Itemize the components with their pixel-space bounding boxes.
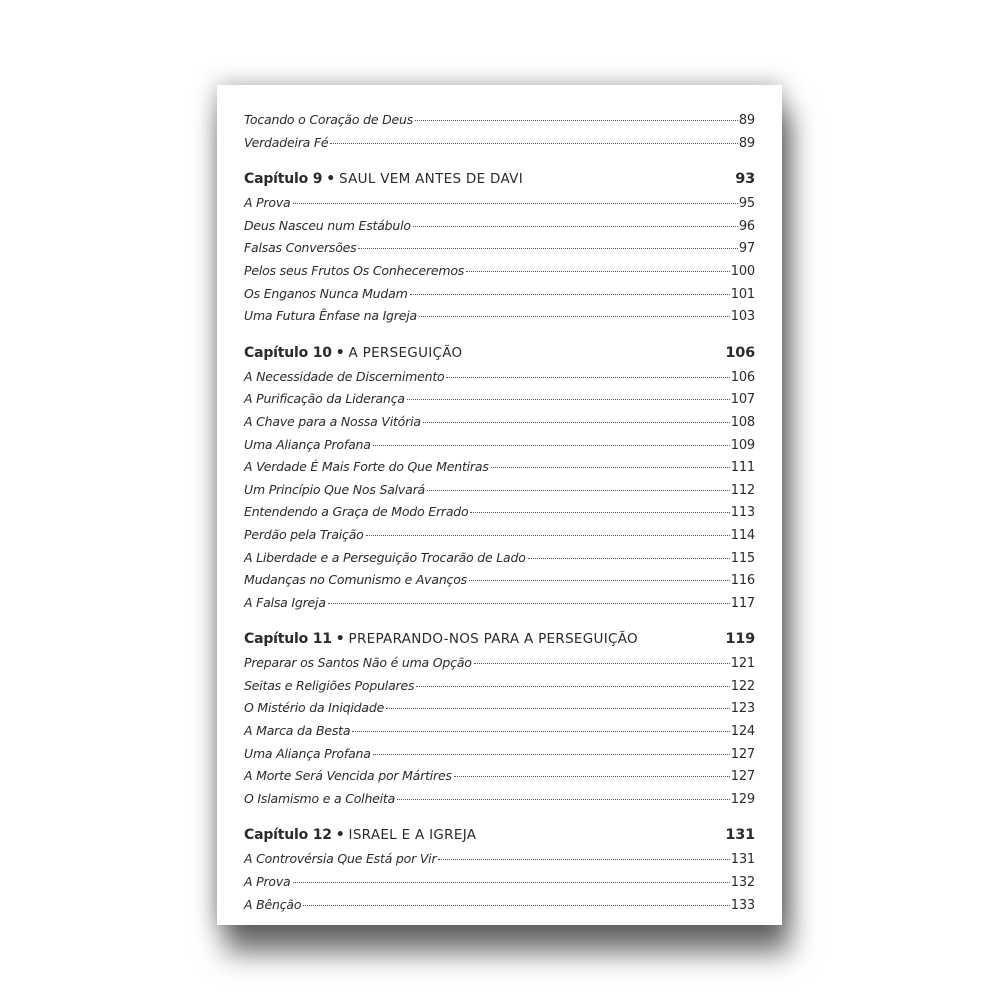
chapter-heading-text [244,827,476,843]
dot-leader [446,377,729,378]
entry-page: 117 [730,595,755,611]
dot-leader [293,882,730,883]
toc-entry [244,504,755,527]
dot-leader [419,316,730,317]
intro-section [244,112,755,157]
entry-title: Os Enganos Nunca Mudam [244,285,408,301]
entry-page: 129 [730,791,755,807]
toc-entry [244,240,755,263]
dot-leader [410,294,730,295]
entry-title: O Islamismo e a Colheita [244,790,396,806]
book-page [217,85,782,925]
toc-entry [244,369,755,392]
dot-leader [366,535,730,536]
entry-title: Tocando o Coração de Deus [244,112,414,127]
bullet-icon: • [335,827,345,844]
toc-entry [244,595,755,618]
chapter-heading-text [244,171,523,187]
entry-title: Um Princípio Que Nos Salvará [244,481,425,497]
chapter-label: Capítulo 12 [244,827,332,844]
toc-entry [244,391,755,414]
entry-title: A Liberdade e a Perseguição Trocarão de Lado [244,549,526,565]
dot-leader [427,490,730,491]
chapter-label: Capítulo 9 [244,171,323,188]
entry-page: 111 [730,460,755,476]
dot-leader [328,603,730,604]
entry-title: A Controvérsia Que Está por Vir [244,851,437,867]
chapter-heading [244,345,755,369]
toc-entry [244,459,755,482]
toc-entry [244,723,755,746]
toc-entry [244,437,755,460]
entry-page: 131 [730,852,755,868]
dot-leader [415,120,738,121]
entry-title: A Morte Será Vencida por Mártires [244,768,452,784]
entry-title: Perdão pela Traição [244,526,364,542]
entry-page: 89 [738,113,755,128]
dot-leader [358,248,737,249]
chapter-page: 119 [725,631,755,648]
chapter-page: 106 [725,344,755,361]
toc-entry [244,851,755,874]
dot-leader [373,754,730,755]
entry-page: 132 [730,875,755,891]
toc-entry [244,746,755,769]
entry-title: Uma Futura Ênfase na Igreja [244,308,417,324]
chapter-heading [244,827,755,851]
entry-title: A Necessidade de Discernimento [244,368,445,384]
entry-page: 113 [730,505,755,521]
entry-title: A Falsa Igreja [244,594,326,610]
entry-title: A Verdade É Mais Forte do Que Mentiras [244,459,489,475]
toc-entry [244,135,755,158]
toc-entry [244,897,755,920]
dot-leader [373,445,730,446]
entry-page: 96 [738,218,755,234]
chapter-title: PREPARANDO-NOS PARA A PERSEGUIÇÃO [348,631,638,648]
entry-page: 89 [738,135,755,151]
toc-entry [244,768,755,791]
entry-page: 101 [730,286,755,302]
entry-page: 109 [730,437,755,453]
entry-page: 114 [730,527,755,543]
toc-entry [244,414,755,437]
entry-page: 123 [730,701,755,717]
chapter-page: 131 [725,827,755,844]
dot-leader [491,467,730,468]
entry-title: Uma Aliança Profana [244,745,371,761]
toc-entry [244,112,755,135]
dot-leader [466,271,730,272]
entry-title: A Purificação da Liderança [244,391,405,407]
entry-page: 122 [730,678,755,694]
toc-entry [244,678,755,701]
entry-title: Mudanças no Comunismo e Avanços [244,572,467,588]
toc-entry [244,527,755,550]
bullet-icon: • [326,171,335,188]
toc-entry [244,874,755,897]
toc-entry [244,700,755,723]
entry-page: 124 [730,724,755,740]
chapter-9 [244,171,755,331]
entry-page: 116 [730,573,755,589]
entry-title: Pelos seus Frutos Os Conheceremos [244,262,465,278]
chapter-title: SAUL VEM ANTES DE DAVI [338,171,523,188]
dot-leader [407,399,730,400]
entry-page: 103 [730,309,755,325]
dot-leader [528,558,730,559]
bullet-icon: • [335,344,345,361]
dot-leader [470,512,729,513]
toc-entry [244,550,755,573]
chapter-heading-text [244,631,638,647]
entry-title: A Prova [244,874,291,890]
dot-leader [330,143,737,144]
bullet-icon: • [335,631,345,648]
entry-title: Uma Aliança Profana [244,436,371,452]
dot-leader [386,708,730,709]
entry-title: A Chave para a Nossa Vitória [244,413,421,429]
entry-title: Deus Nasceu num Estábulo [244,217,411,233]
dot-leader [469,580,730,581]
entry-page: 115 [730,550,755,566]
chapter-label: Capítulo 11 [244,631,332,648]
entry-page: 108 [730,414,755,430]
entry-page: 112 [730,482,755,498]
dot-leader [423,422,730,423]
entry-page: 127 [730,746,755,762]
entry-title: Seitas e Religiões Populares [244,677,415,693]
chapter-10 [244,345,755,618]
toc-entry [244,791,755,814]
chapter-heading [244,631,755,655]
entry-title: Entendendo a Graça de Modo Errado [244,504,469,520]
toc-entry [244,572,755,595]
dot-leader [474,663,730,664]
dot-leader [416,686,730,687]
toc-entry [244,286,755,309]
toc-entry [244,308,755,331]
toc-entry [244,218,755,241]
entry-title: Verdadeira Fé [244,134,329,150]
dot-leader [413,226,738,227]
entry-page: 97 [738,241,755,257]
entry-page: 106 [730,369,755,385]
entry-page: 121 [730,656,755,672]
toc-entry [244,482,755,505]
entry-page: 100 [730,263,755,279]
toc-entry [244,195,755,218]
entry-page: 95 [738,196,755,212]
chapter-title: A PERSEGUIÇÃO [348,344,463,361]
chapter-heading-text [244,345,462,361]
table-of-contents [244,112,755,919]
dot-leader [454,776,730,777]
dot-leader [303,905,729,906]
chapter-page: 93 [735,171,755,188]
entry-title: A Prova [244,195,291,211]
chapter-12 [244,827,755,919]
entry-title: A Bênção [244,896,302,912]
chapter-label: Capítulo 10 [244,344,332,361]
entry-title: Preparar os Santos Não é uma Opção [244,655,472,671]
entry-title: O Mistério da Iniqidade [244,700,385,716]
chapter-heading [244,171,755,195]
toc-entry [244,655,755,678]
chapter-11 [244,631,755,813]
dot-leader [438,859,729,860]
entry-title: Falsas Conversões [244,240,357,256]
dot-leader [293,203,738,204]
dot-leader [397,799,730,800]
entry-title: A Marca da Besta [244,723,351,739]
toc-entry [244,263,755,286]
entry-page: 133 [730,897,755,913]
chapter-title: ISRAEL E A IGREJA [348,827,477,844]
entry-page: 107 [730,392,755,408]
entry-page: 127 [730,769,755,785]
dot-leader [352,731,729,732]
